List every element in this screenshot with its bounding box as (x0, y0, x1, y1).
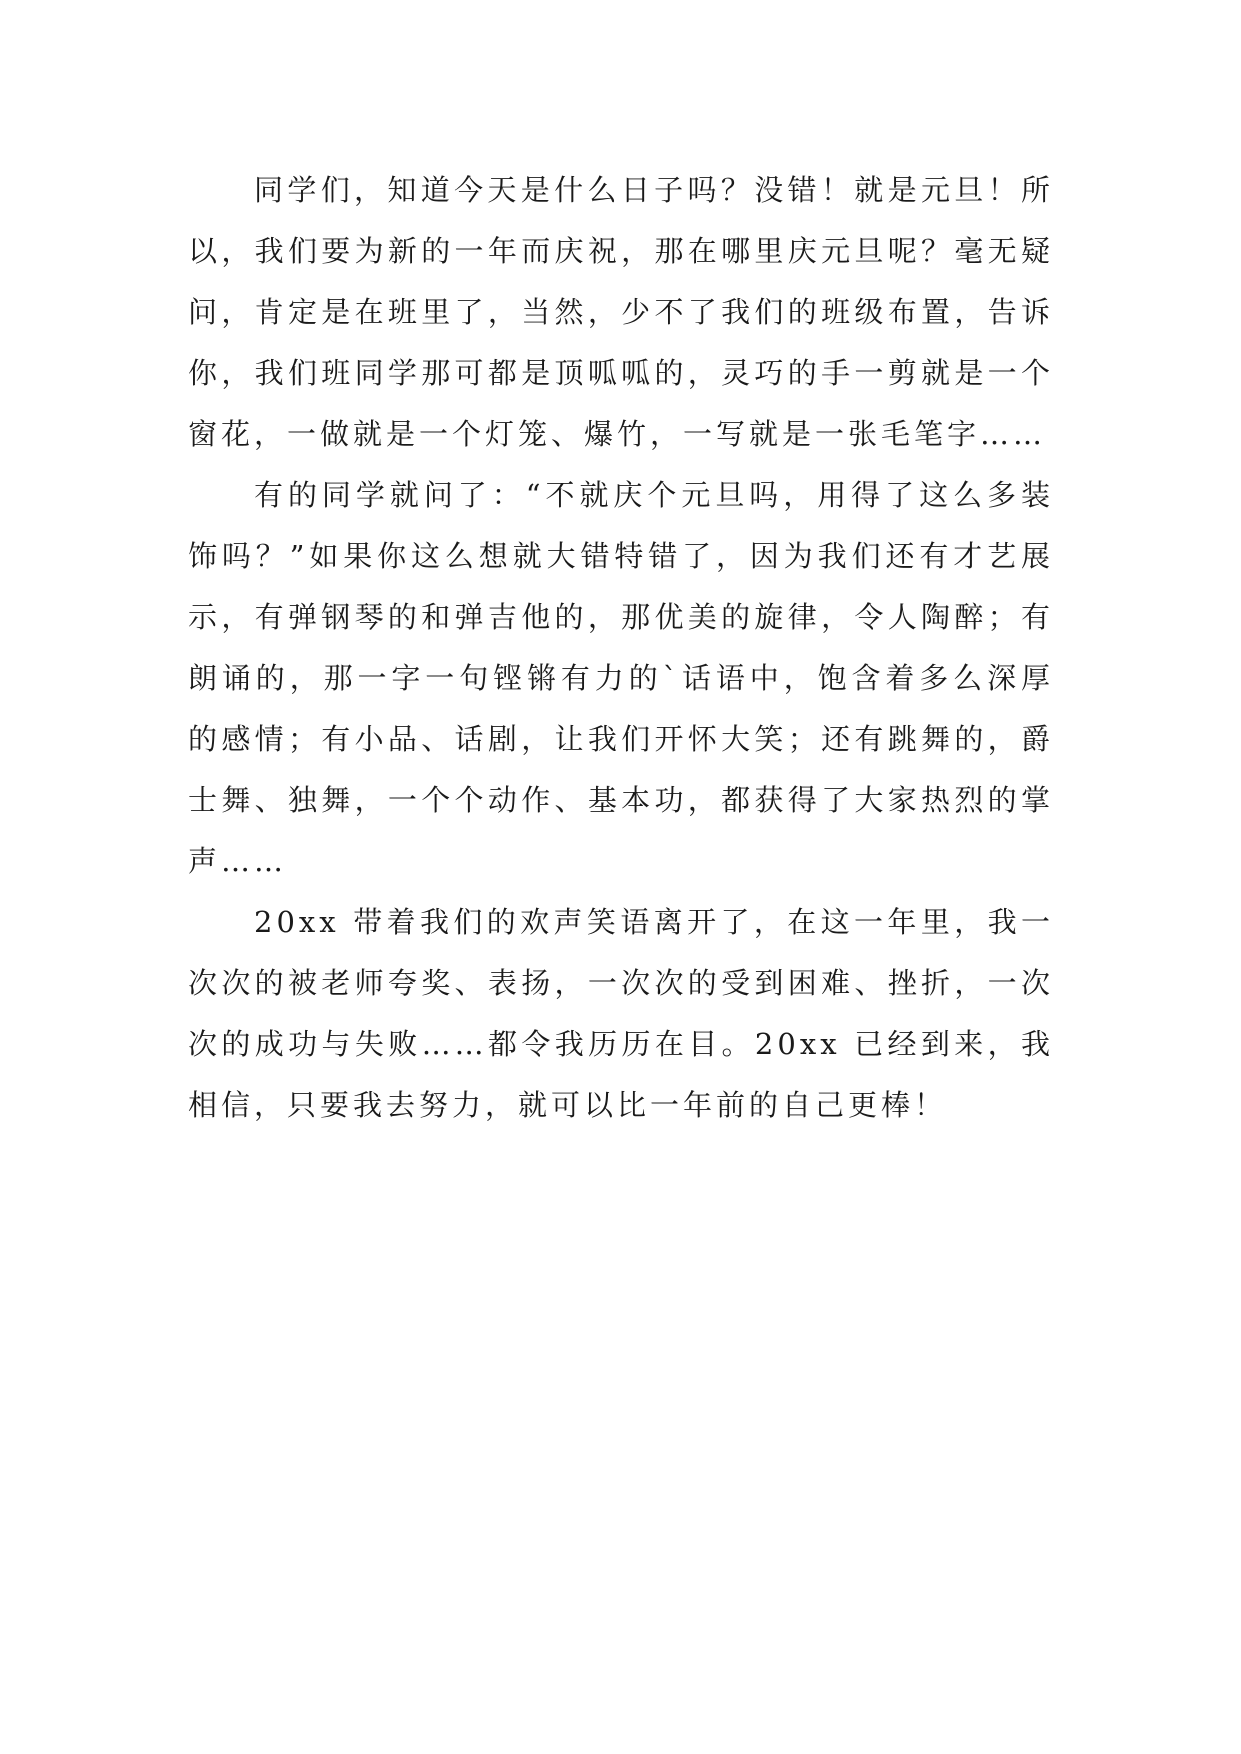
paragraph-2: 有的同学就问了：“不就庆个元旦吗，用得了这么多装饰吗？”如果你这么想就大错特错了，因为我们还有才艺展示，有弹钢琴的和弹吉他的，那优美的旋律，令人陶醉；有朗诵的，那一字一句铿锵有力的`话语中，饱含着多么深厚的感情；有小品、话剧，让我们开怀大笑；还有跳舞的，爵士舞、独舞，一个个动作、基本功，都获得了大家热烈的掌声…… (188, 478, 1054, 878)
paragraph-1: 同学们，知道今天是什么日子吗？没错！就是元旦！所以，我们要为新的一年而庆祝，那在哪里庆元旦呢？毫无疑问，肯定是在班里了，当然，少不了我们的班级布置，告诉你，我们班同学那可都是顶呱呱的，灵巧的手一剪就是一个窗花，一做就是一个灯笼、爆竹，一写就是一张毛笔字…… (188, 173, 1054, 451)
paragraph-3: 20xx 带着我们的欢声笑语离开了，在这一年里，我一次次的被老师夸奖、表扬，一次次的受到困难、挫折，一次次的成功与失败……都令我历历在目。20xx 已经到来，我相信，只要我去努力，就可以比一年前的自己更棒！ (188, 905, 1054, 1122)
document-page (188, 160, 1054, 1136)
